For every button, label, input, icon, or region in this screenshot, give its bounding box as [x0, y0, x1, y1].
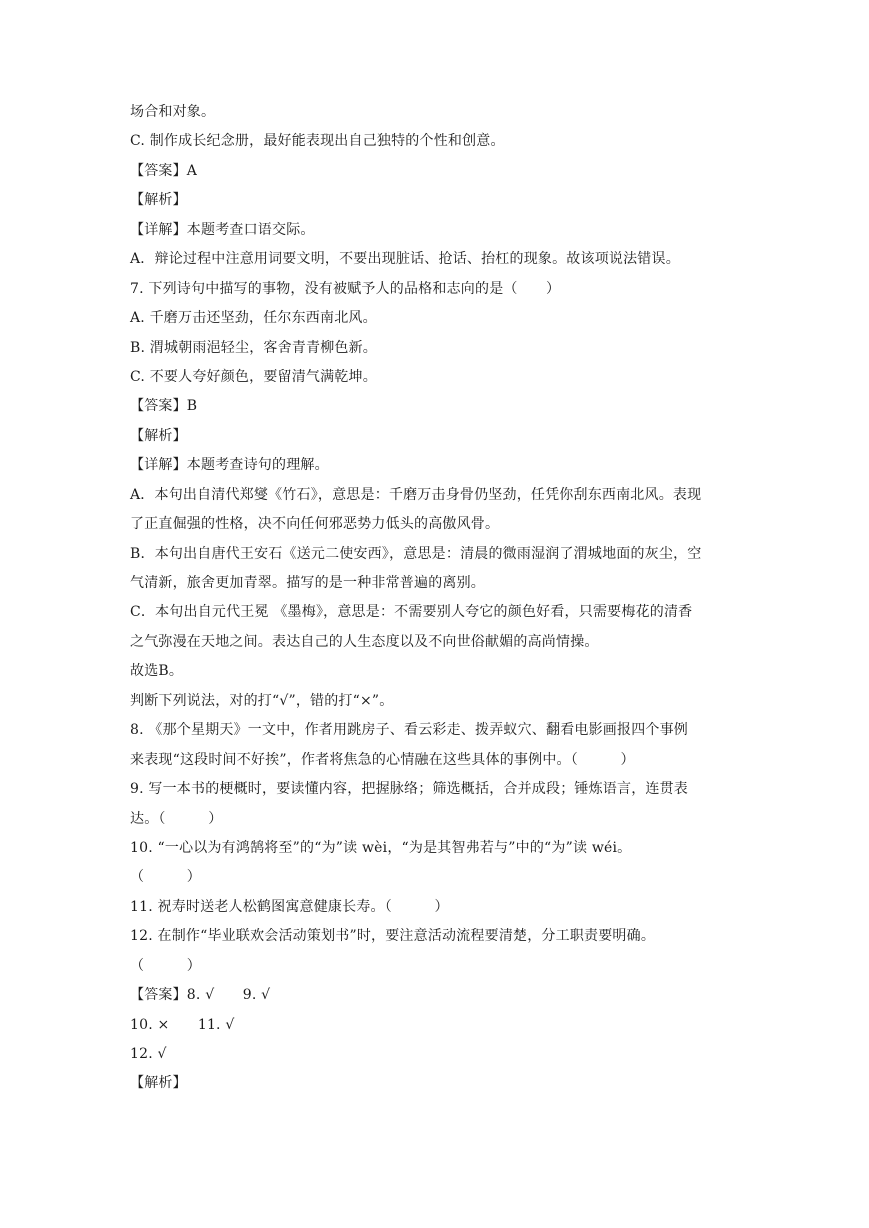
question-11: 11. 祝寿时送老人松鹤图寓意健康长寿。（ ） — [130, 898, 449, 915]
question-10: 10. “一心以为有鸿鹄将至”的“为”读 wèi，“为是其智弗若与”中的“为”读 wéi。 — [130, 839, 632, 856]
question-12-cont: （ ） — [130, 957, 201, 974]
question-10-cont: （ ） — [130, 869, 201, 886]
explanation-line: B．本句出自唐代王安石《送元二使安西》，意思是：清晨的微雨湿润了渭城地面的灰尘，空 — [130, 545, 702, 562]
answer-line: 【答案】B — [130, 398, 198, 415]
text-line: 场合和对象。 — [130, 104, 216, 120]
explanation-line: 之气弥漫在天地之间。表达自己的人生态度以及不向世俗献媚的高尚情操。 — [130, 633, 599, 650]
question-8: 8. 《那个星期天》一文中，作者用跳房子、看云彩走、拨弄蚁穴、翻看电影画报四个事例 — [130, 722, 689, 739]
section-instruction: 判断下列说法，对的打“√”，错的打“×”。 — [130, 692, 394, 709]
analysis-heading: 【解析】 — [130, 427, 187, 444]
question-9-cont: 达。（ ） — [130, 810, 223, 827]
question-7: 7. 下列诗句中描写的事物，没有被赋予人的品格和志向的是（ ） — [130, 280, 561, 297]
question-8-cont: 来表现“这段时间不好挨”，作者将焦急的心情融在这些具体的事例中。（ ） — [130, 751, 635, 768]
answer-line: 【答案】8. √ 9. √ — [130, 987, 271, 1004]
explanation-line: A．本句出自清代郑燮《竹石》，意思是：千磨万击身骨仍坚劲，任凭你刮东西南北风。表现 — [130, 486, 702, 503]
question-9: 9. 写一本书的梗概时，要读懂内容，把握脉络；筛选概括，合并成段；锤炼语言，连贯表 — [130, 781, 689, 798]
explanation-line: A．辩论过程中注意用词要文明，不要出现脏话、抢话、抬杠的现象。故该项说法错误。 — [130, 251, 680, 268]
detail-line: 【详解】本题考查诗句的理解。 — [130, 457, 329, 474]
question-12: 12. 在制作“毕业联欢会活动策划书”时，要注意活动流程要清楚，分工职责要明确。 — [130, 928, 656, 945]
explanation-line: C．本句出自元代王冕 《墨梅》，意思是：不需要别人夸它的颜色好看，只需要梅花的清香 — [130, 604, 693, 621]
detail-line: 【详解】本题考查口语交际。 — [130, 221, 315, 238]
q7-option-b: B. 渭城朝雨浥轻尘，客舍青青柳色新。 — [130, 339, 377, 356]
analysis-heading: 【解析】 — [130, 192, 187, 209]
answer-line-cont: 12. √ — [130, 1046, 167, 1062]
q7-option-a: A. 千磨万击还坚劲，任尔东西南北风。 — [130, 310, 377, 327]
answer-line-cont: 10. × 11. √ — [130, 1016, 235, 1033]
q7-option-c: C. 不要人夸好颜色，要留清气满乾坤。 — [130, 368, 377, 385]
answer-line: 【答案】A — [130, 162, 198, 179]
option-c-line: C. 制作成长纪念册，最好能表现出自己独特的个性和创意。 — [130, 133, 505, 150]
explanation-line: 了正直倔强的性格，决不向任何邪恶势力低头的高傲风骨。 — [130, 516, 500, 533]
explanation-line: 气清新，旅舍更加青翠。描写的是一种非常普遍的离别。 — [130, 575, 485, 591]
analysis-heading: 【解析】 — [130, 1075, 187, 1092]
choice-line: 故选B。 — [130, 663, 184, 680]
document-body — [130, 98, 750, 1099]
